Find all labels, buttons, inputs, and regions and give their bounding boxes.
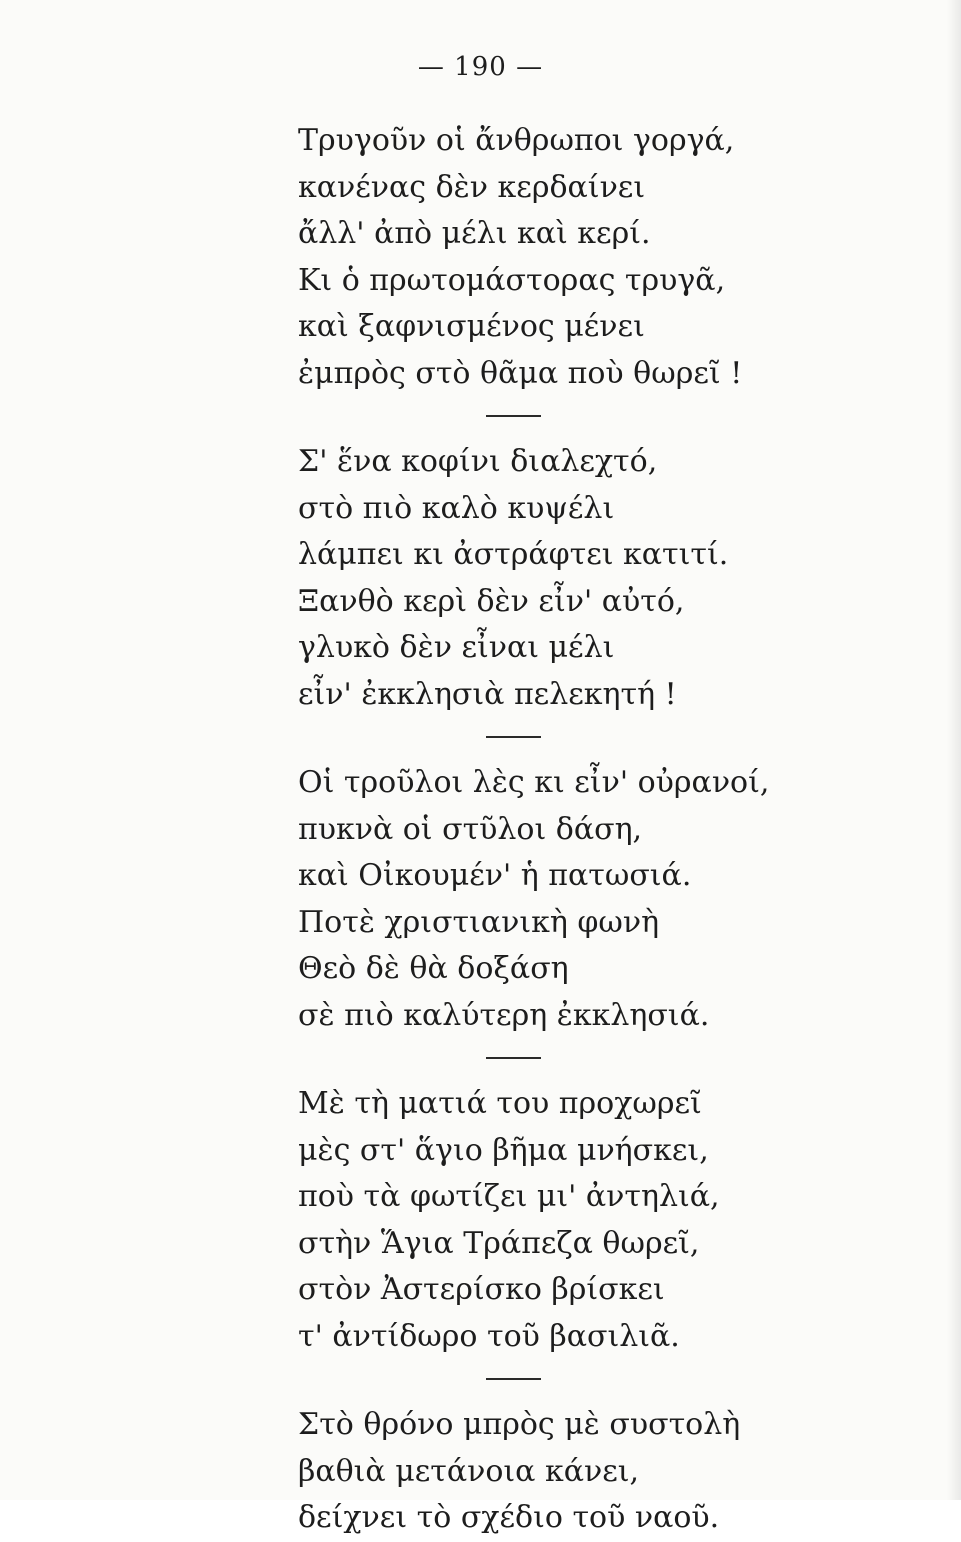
verse-line: κανένας δὲν κερδαίνει [298, 169, 646, 205]
page-number: — 190 — [417, 52, 544, 82]
verse-line: Οἱ τροῦλοι λὲς κι εἶν' οὐρανοί, [298, 765, 770, 800]
stanza-4 [298, 1081, 818, 1360]
verse-line: Τρυγοῦν οἱ ἄνθρωποι γοργά, [298, 123, 735, 158]
verse-line: βαθιὰ μετάνοια κάνει, [298, 1453, 640, 1489]
verse-line: μὲς στ' ἅγιο βῆμα μνήσκει, [298, 1132, 709, 1168]
verse-line: λάμπει κι ἀστράφτει κατιτί. [298, 537, 729, 572]
stanza-divider [486, 415, 541, 417]
verse-line: Ξανθὸ κερὶ δὲν εἶν' αὐτό, [298, 583, 685, 619]
stanza-2 [298, 439, 818, 718]
verse-line: ἐμπρὸς στὸ θᾶμα ποὺ θωρεῖ ! [298, 355, 743, 391]
stanza-3 [298, 760, 818, 1039]
verse-line: Στὸ θρόνο μπρὸς μὲ συστολὴ [298, 1407, 741, 1442]
verse-line: Θεὸ δὲ θὰ δοξάση [298, 951, 569, 986]
verse-line: στὸν Ἀστερίσκο βρίσκει [298, 1272, 665, 1307]
stanza-divider [486, 1378, 541, 1380]
verse-line: καὶ Οἰκουμέν' ἡ πατωσιά. [298, 858, 692, 893]
verse-line: γλυκὸ δὲν εἶναι μέλι [298, 630, 615, 665]
poem-text [298, 118, 818, 1542]
stanza-5 [298, 1402, 818, 1542]
verse-line: Σ' ἕνα κοφίνι διαλεχτό, [298, 444, 658, 479]
stanza-1 [298, 118, 818, 397]
verse-line: σὲ πιὸ καλύτερη ἐκκλησιά. [298, 997, 710, 1033]
verse-line: Ποτὲ χριστιανικὴ φωνὴ [298, 904, 660, 940]
verse-line: ποὺ τὰ φωτίζει μι' ἀντηλιά, [298, 1179, 720, 1214]
verse-line: στὸ πιὸ καλὸ κυψέλι [298, 490, 615, 526]
verse-line: στὴν Ἅγια Τράπεζα θωρεῖ, [298, 1225, 700, 1261]
verse-line: καὶ ξαφνισμένος μένει [298, 309, 645, 344]
stanza-divider [486, 736, 541, 738]
verse-line: δείχνει τὸ σχέδιο τοῦ ναοῦ. [298, 1500, 720, 1535]
verse-line: Μὲ τὴ ματιά του προχωρεῖ [298, 1086, 702, 1121]
verse-line: εἶν' ἐκκλησιὰ πελεκητή ! [298, 676, 677, 712]
verse-line: Κι ὁ πρωτομάστορας τρυγᾶ, [298, 262, 726, 298]
verse-line: ἄλλ' ἀπὸ μέλι καὶ κερί. [298, 216, 651, 251]
verse-line: πυκνὰ οἱ στῦλοι δάση, [298, 811, 643, 847]
page-edge-shadow [947, 0, 961, 1500]
stanza-divider [486, 1057, 541, 1059]
verse-line: τ' ἀντίδωρο τοῦ βασιλιᾶ. [298, 1318, 680, 1354]
